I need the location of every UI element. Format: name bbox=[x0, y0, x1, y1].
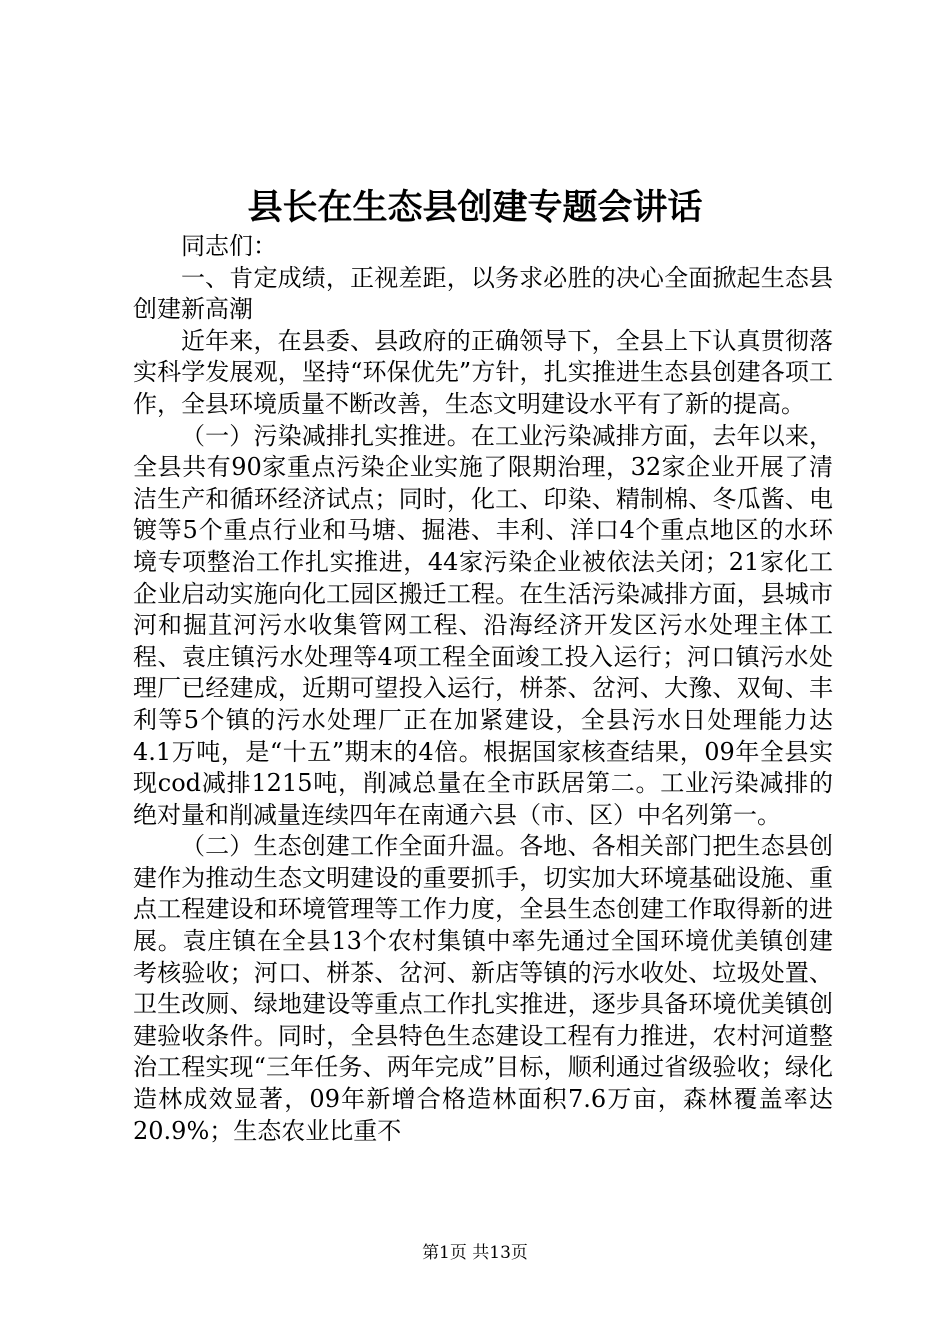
document-title: 县长在生态县创建专题会讲话 bbox=[247, 187, 703, 228]
body-paragraph: （二）生态创建工作全面升温。各地、各相关部门把生态县创建作为推动生态文明建设的重要抓手，切实加大环境基础设施、重点工程建设和环境管理等工作力度，全县生态创建工作取得新的进展。袁庄镇在全县13个农村集镇中率先通过全国环境优美镇创建考核验收；河口、栟茶、岔河、新店等镇的污水收处、垃圾处置、卫生改厕、绿地建设等重点工作扎实推进，逐步具备环境优美镇创建验收条件。同时，全县特色生态建设工程有力推进，农村河道整治工程实现“三年任务、两年完成”目标，顺利通过省级验收；绿化造林成效显著，09年新增合格造林面积7.6万亩，森林覆盖率达20.9%；生态农业比重不 bbox=[133, 832, 833, 1145]
page-footer: 第1页 共13页 bbox=[422, 1243, 528, 1263]
section-heading: 一、肯定成绩，正视差距，以务求必胜的决心全面掀起生态县创建新高潮 bbox=[133, 263, 833, 324]
body-paragraph: （一）污染减排扎实推进。在工业污染减排方面，去年以来，全县共有90家重点污染企业实施了限期治理，32家企业开展了清洁生产和循环经济试点；同时，化工、印染、精制棉、冬瓜酱、电镀等5个重点行业和马塘、掘港、丰利、洋口4个重点地区的水环境专项整治工作扎实推进，44家污染企业被依法关闭；21家化工企业启动实施向化工园区搬迁工程。在生活污染减排方面，县城市河和掘苴河污水收集管网工程、沿海经济开发区污水处理主体工程、袁庄镇污水处理等4项工程全面竣工投入运行；河口镇污水处理厂已经建成，近期可望投入运行，栟茶、岔河、大豫、双甸、丰利等5个镇的污水处理厂正在加紧建设，全县污水日处理能力达4.1万吨，是“十五”期末的4倍。根据国家核查结果，09年全县实现cod减排1215吨，削减总量在全市跃居第二。工业污染减排的绝对量和削减量连续四年在南通六县（市、区）中名列第一。 bbox=[133, 421, 833, 829]
document-body bbox=[133, 231, 833, 1147]
body-paragraph: 近年来，在县委、县政府的正确领导下，全县上下认真贯彻落实科学发展观，坚持“环保优先”方针，扎实推进生态县创建各项工作，全县环境质量不断改善，生态文明建设水平有了新的提高。 bbox=[133, 326, 833, 418]
salutation: 同志们： bbox=[181, 232, 277, 260]
